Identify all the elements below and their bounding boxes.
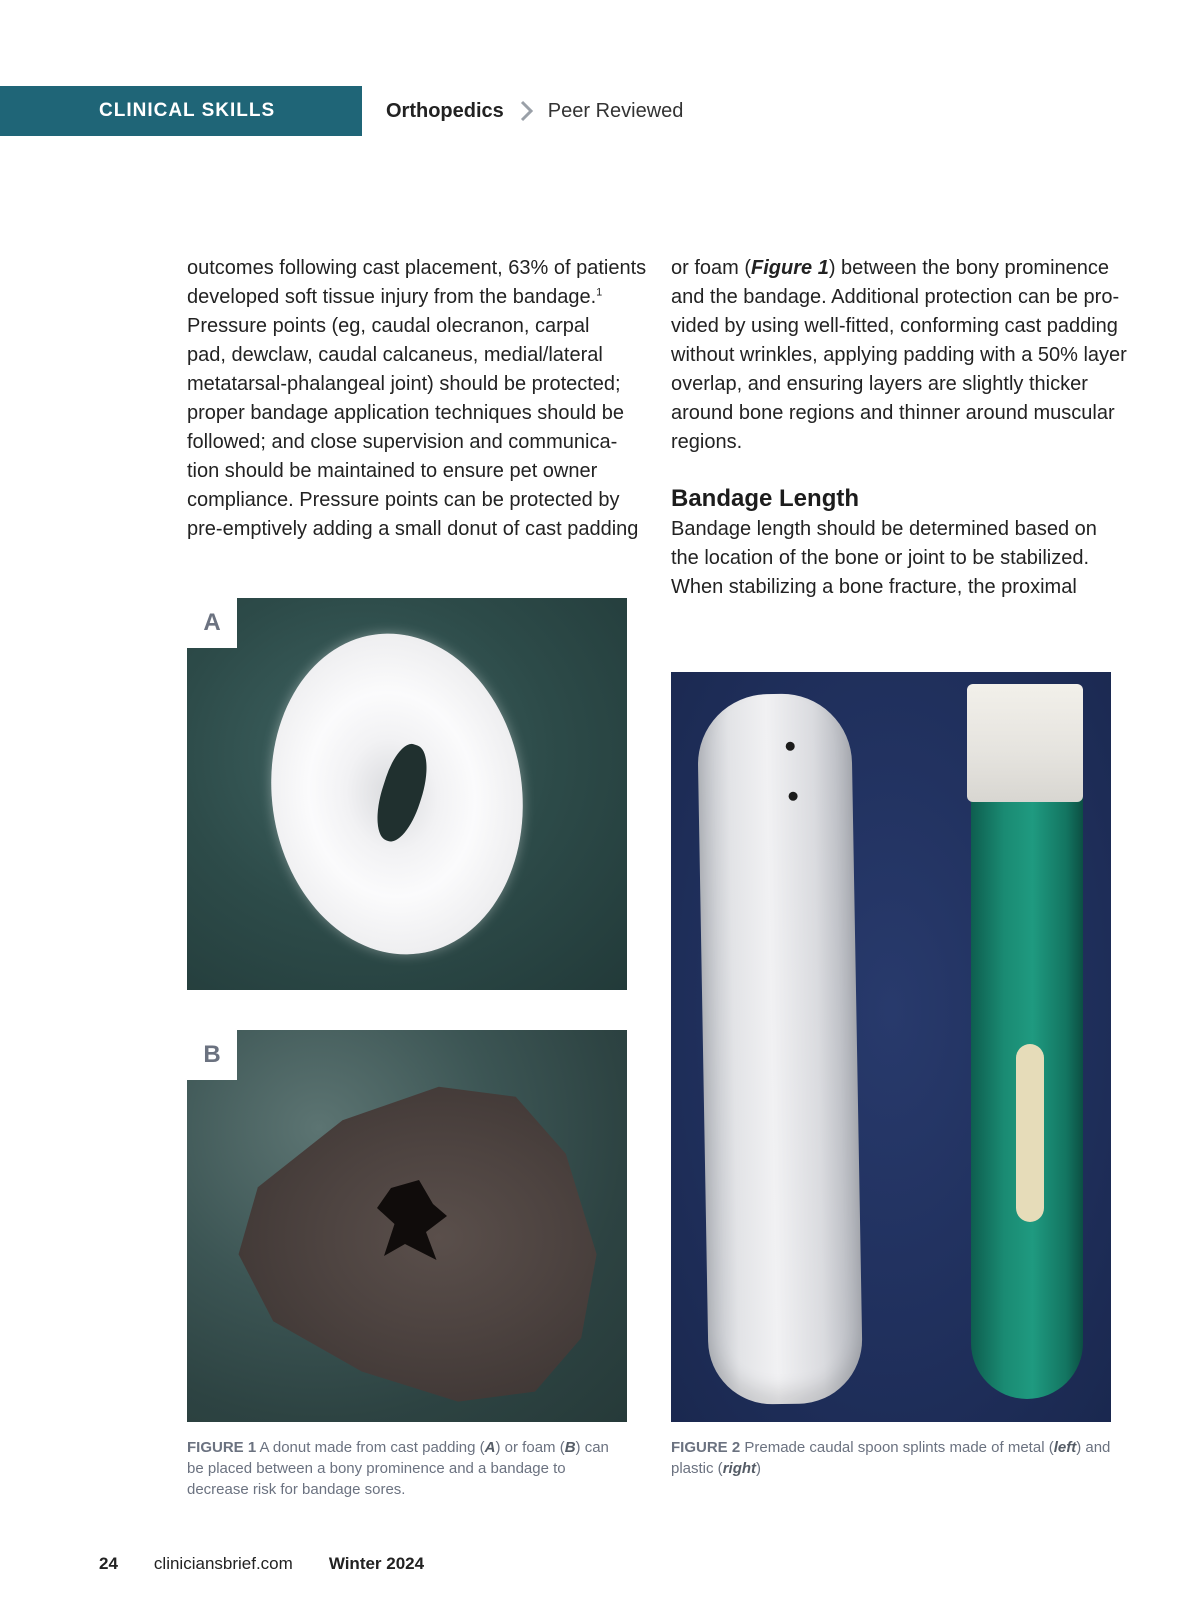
left-column-text bbox=[187, 254, 647, 544]
figure-1-caption: FIGURE 1 A donut made from cast padding (A) or foam (B) can be placed between a bony prominence and a bandage to decrease risk for bandage sores. bbox=[187, 1439, 609, 1498]
text-line: Bandage length should be determined based on bbox=[671, 518, 1097, 540]
text-line: outcomes following cast placement, 63% of patients bbox=[187, 257, 647, 279]
site-name: cliniciansbrief.com bbox=[153, 1554, 293, 1573]
page-footer bbox=[99, 1552, 424, 1576]
figure-2-caption: FIGURE 2 Premade caudal spoon splints made of metal (left) and plastic (right) bbox=[671, 1439, 1111, 1477]
caption-label: FIGURE 2 bbox=[671, 1439, 741, 1456]
breadcrumb-category: Orthopedics bbox=[386, 99, 504, 122]
breadcrumb-subcategory: Peer Reviewed bbox=[547, 99, 684, 122]
text-line: compliance. Pressure points can be protected by bbox=[187, 489, 620, 511]
citation-marker: 1 bbox=[596, 286, 603, 299]
text-line: or foam (Figure 1) between the bony prominence bbox=[671, 257, 1110, 279]
text-line: metatarsal-phalangeal joint) should be protected; bbox=[187, 373, 621, 395]
text-line: developed soft tissue injury from the bandage.$^1$ bbox=[187, 286, 603, 308]
figure-label-a: A bbox=[187, 598, 237, 648]
text-line: pre-emptively adding a small donut of cast padding bbox=[187, 518, 639, 540]
section-tab bbox=[0, 86, 362, 136]
breadcrumb bbox=[386, 86, 683, 136]
section-label: CLINICAL SKILLS bbox=[99, 100, 276, 121]
text-line: overlap, and ensuring layers are slightly thicker bbox=[671, 373, 1088, 395]
text-line: When stabilizing a bone fracture, the proximal bbox=[671, 576, 1077, 598]
text-line: the location of the bone or joint to be stabilized. bbox=[671, 547, 1090, 569]
text-line: around bone regions and thinner around muscular bbox=[671, 402, 1115, 424]
figure-2-photo bbox=[671, 672, 1111, 1422]
issue-label: Winter 2024 bbox=[328, 1554, 425, 1573]
text-line: vided by using well-fitted, conforming cast padding bbox=[671, 315, 1118, 337]
text-line: followed; and close supervision and communica- bbox=[187, 431, 618, 453]
caption-label: FIGURE 1 bbox=[187, 1439, 257, 1456]
text-line: pad, dewclaw, caudal calcaneus, medial/lateral bbox=[187, 344, 603, 366]
figure-1a-photo bbox=[187, 598, 627, 990]
right-column-text bbox=[671, 254, 1127, 602]
section-heading: Bandage Length bbox=[671, 485, 860, 512]
splint-foam-pad bbox=[1016, 1044, 1044, 1222]
text-line: and the bandage. Additional protection can be pro- bbox=[671, 286, 1120, 308]
text-line: tion should be maintained to ensure pet owner bbox=[187, 460, 598, 482]
figure-reference: Figure 1 bbox=[751, 257, 829, 279]
figure-label-b: B bbox=[187, 1030, 237, 1080]
chevron-right-icon bbox=[520, 100, 534, 122]
metal-spoon-splint bbox=[697, 693, 863, 1406]
splint-hole bbox=[786, 742, 795, 751]
text-line: proper bandage application techniques should be bbox=[187, 402, 625, 424]
splint-gauze-wrap bbox=[967, 684, 1083, 802]
text-line: Pressure points (eg, caudal olecranon, carpal bbox=[187, 315, 590, 337]
splint-hole bbox=[789, 792, 798, 801]
text-line: regions. bbox=[671, 431, 743, 453]
figure-1b-photo bbox=[187, 1030, 627, 1422]
page-number: 24 bbox=[99, 1554, 118, 1573]
text-line: without wrinkles, applying padding with a 50% layer bbox=[671, 344, 1127, 366]
